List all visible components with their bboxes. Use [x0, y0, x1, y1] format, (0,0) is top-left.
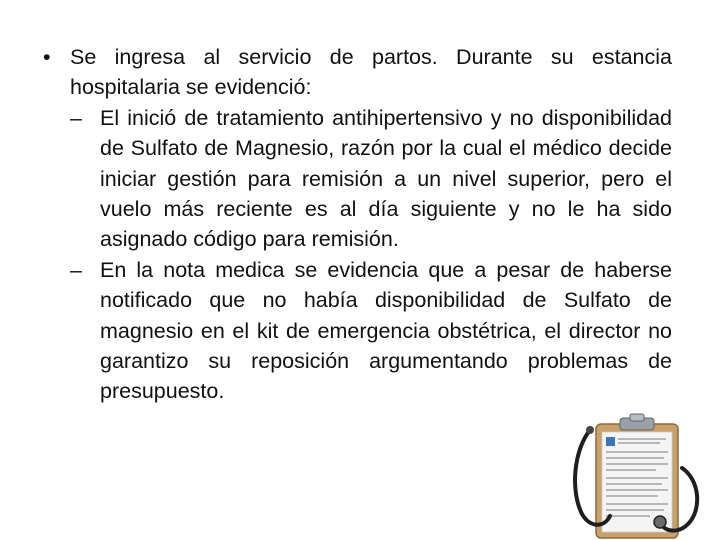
dash-marker: – [70, 257, 82, 282]
sub-bullet-text-1: El inició de tratamiento antihipertensivo y no disponibilidad de Sulfato de Magnesio, razón por la cual el médico decide iniciar gestión para remisión a un nivel superior, pero el vuelo más reciente es al día siguiente y no le ha sido asignado código para remisión. [100, 105, 672, 252]
sub-bullet-item-2 [70, 255, 672, 407]
bullet-marker: • [43, 45, 51, 69]
clipboard-stethoscope-icon [560, 410, 710, 540]
bullet-intro-text: Se ingresa al servicio de partos. Durante su estancia hospitalaria se evidenció: [70, 45, 672, 100]
sub-bullet-text-2: En la nota medica se evidencia que a pesar de haberse notificado que no había disponibilidad de Sulfato de magnesio en el kit de emergencia obstétrica, el director no garantizo su reposición argumentando problemas de presupuesto. [100, 257, 672, 404]
stethoscope-chestpiece [654, 516, 666, 528]
sub-bullet-item-1 [70, 103, 672, 255]
dash-marker: – [70, 105, 82, 130]
form-logo [606, 437, 615, 446]
bullet-item [40, 42, 672, 103]
slide-text-body [40, 42, 672, 407]
